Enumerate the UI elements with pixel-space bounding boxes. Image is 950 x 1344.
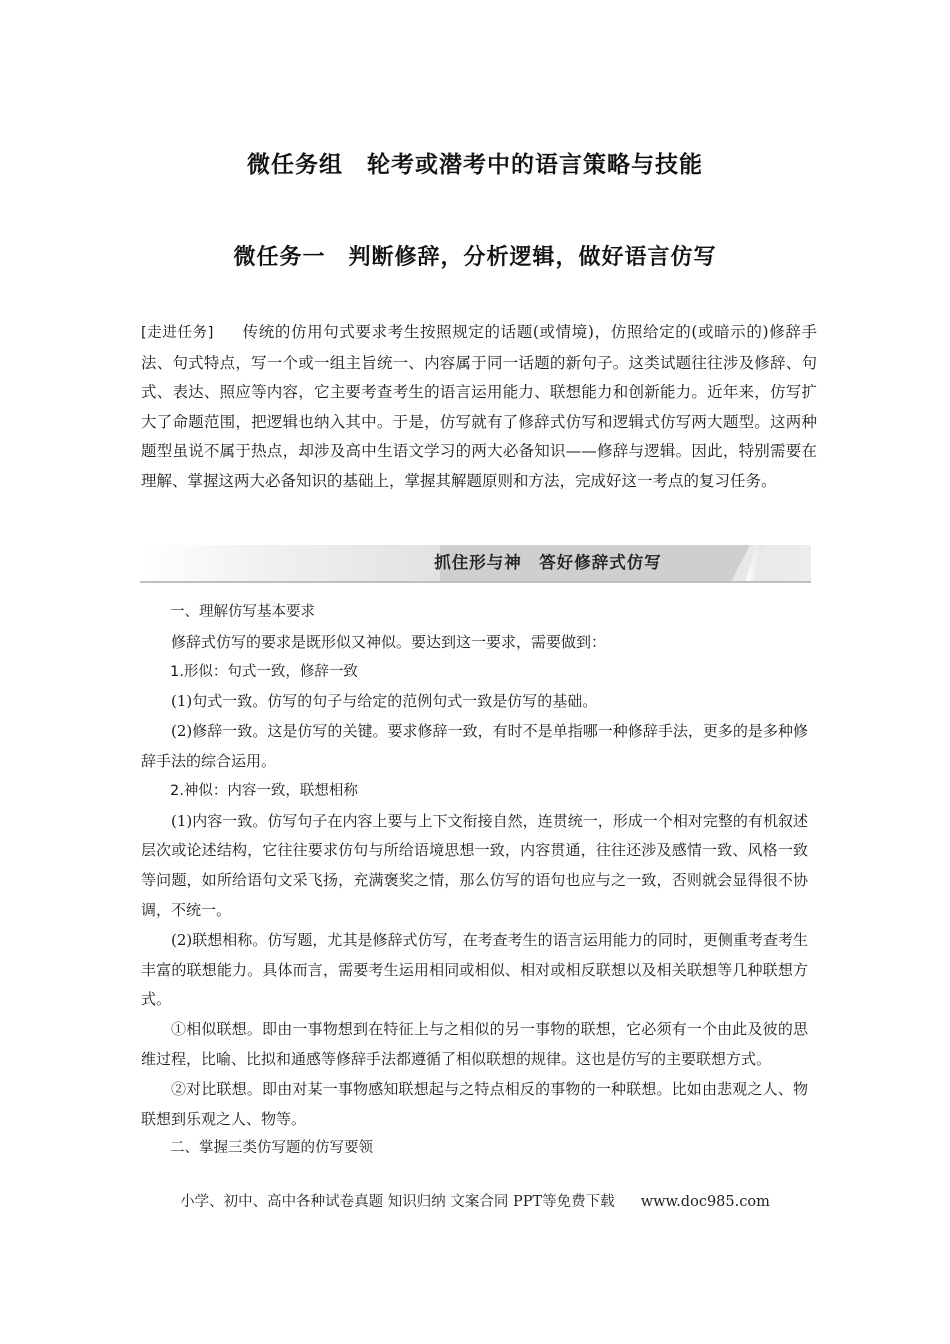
document-title: 微任务组 轮考或潜考中的语言策略与技能 bbox=[247, 152, 703, 178]
paragraph: 修辞式仿写的要求是既形似又神似。要达到这一要求，需要做到： bbox=[171, 632, 607, 651]
section-title: 微任务一 判断修辞，分析逻辑，做好语言仿写 bbox=[233, 245, 717, 270]
intro-paragraph bbox=[141, 318, 817, 497]
paragraph: ①相似联想。即由一事物想到在特征上与之相似的另一事物的联想，它必须有一个由此及彼的思维过程，比喻、比拟和通感等修辞手法都遵循了相似联想的规律。这也是仿写的主要联想方式。 bbox=[141, 1020, 808, 1068]
banner-slash-shape bbox=[746, 545, 764, 581]
paragraph: (2)联想相称。仿写题，尤其是修辞式仿写，在考查考生的语言运用能力的同时，更侧重考查考生丰富的联想能力。具体而言，需要考生运用相同或相似、相对或相反联想以及相关联想等几种联想方式。 bbox=[141, 930, 808, 1009]
main-content bbox=[141, 598, 808, 1164]
page-footer bbox=[0, 1190, 950, 1211]
footer-text: 小学、初中、高中各种试卷真题 知识归纳 文案合同 PPT等免费下载 bbox=[180, 1194, 615, 1210]
section-banner bbox=[140, 545, 811, 583]
heading-three-types: 二、掌握三类仿写题的仿写要领 bbox=[170, 1140, 373, 1157]
intro-text: 传统的仿用句式要求考生按照规定的话题(或情境)，仿照给定的(或暗示的)修辞手法、句式特点，写一个或一组主旨统一、内容属于同一话题的新句子。这类试题往往涉及修辞、句式、表达、照应等内容，它主要考查考生的语言运用能力、联想能力和创新能力。近年来，仿写扩大了命题范围，把逻辑也纳入其中。于是，仿写就有了修辞式仿写和逻辑式仿写两大题型。这两种题型虽说不属于热点，却涉及高中生语文学习的两大必备知识——修辞与逻辑。因此，特别需要在理解、掌握这两大必备知识的基础上，掌握其解题原则和方法，完成好这一考点的复习任务。 bbox=[141, 323, 817, 490]
intro-label: [走进任务] bbox=[141, 325, 214, 341]
paragraph: ②对比联想。即由对某一事物感知联想起与之特点相反的事物的一种联想。比如由悲观之人、物联想到乐观之人、物等。 bbox=[141, 1079, 808, 1128]
heading-spirit-similarity: 2.神似：内容一致，联想相称 bbox=[170, 782, 358, 799]
paragraph: (2)修辞一致。这是仿写的关键。要求修辞一致，有时不是单指哪一种修辞手法，更多的是多种修辞手法的综合运用。 bbox=[141, 722, 808, 770]
footer-website-link[interactable]: www.doc985.com bbox=[640, 1194, 770, 1210]
heading-understand-requirements: 一、理解仿写基本要求 bbox=[170, 604, 315, 620]
banner-heading: 抓住形与神 答好修辞式仿写 bbox=[434, 553, 662, 572]
paragraph: (1)内容一致。仿写句子在内容上要与上下文衔接自然，连贯统一，形成一个相对完整的有机叙述层次或论述结构，它往往要求仿句与所给语境思想一致，内容贯通，往往还涉及感情一致、风格一致等问题，如所给语句文采飞扬，充满褒奖之情，那么仿写的语句也应与之一致，否则就会显得很不协调，不统一。 bbox=[141, 811, 808, 919]
heading-form-similarity: 1.形似：句式一致，修辞一致 bbox=[170, 663, 358, 680]
paragraph: (1)句式一致。仿写的句子与给定的范例句式一致是仿写的基础。 bbox=[171, 692, 598, 711]
